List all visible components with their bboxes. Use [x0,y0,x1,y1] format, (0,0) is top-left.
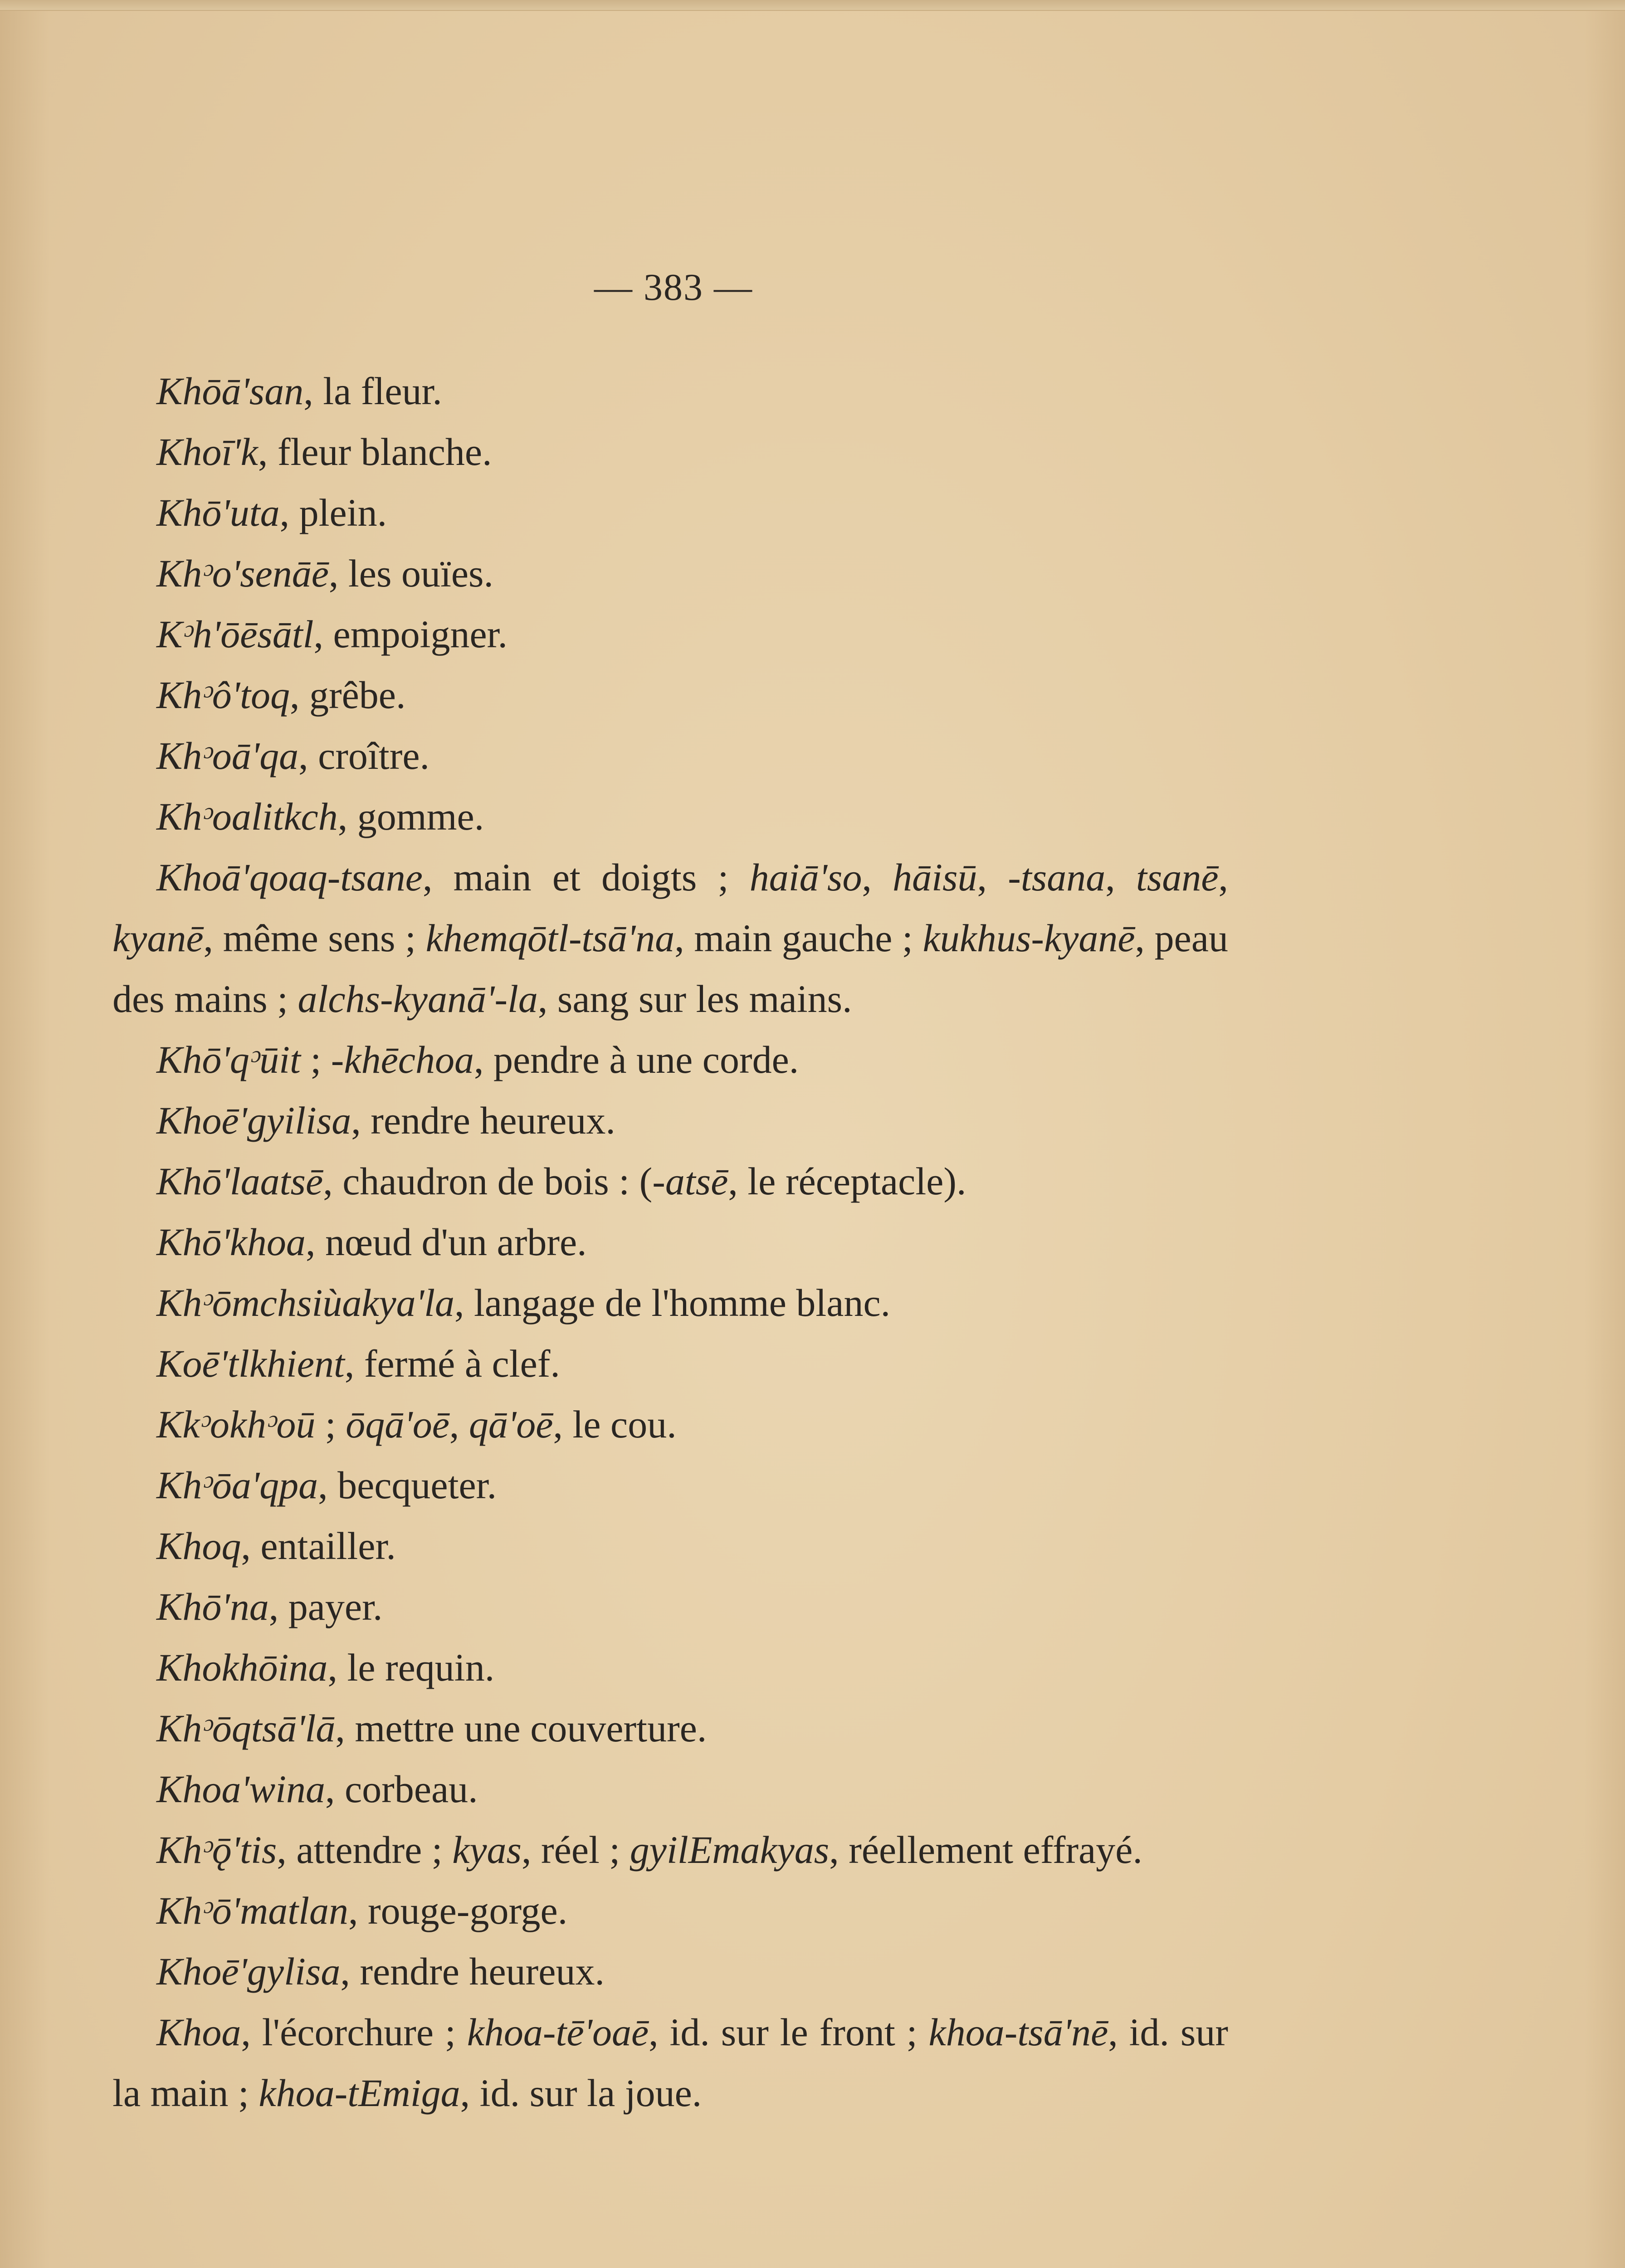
entry-term: khoa-tē'oaē [467,2010,649,2054]
entry-term: ōqā'oē [346,1403,449,1446]
entry-term: hāisū [893,855,977,899]
entry-gloss: , sang sur les mains. [537,977,852,1021]
entry-gloss: , attendre ; [277,1828,453,1872]
entry-term: Khoā'qoaq-tsane [156,855,423,899]
entry-gloss: , [1218,855,1229,899]
entry-term: gyilEmakyas [630,1828,830,1872]
entry-term: -atsē [652,1159,728,1203]
entry-term: khoa-tEmiga [259,2071,460,2115]
entry-headword: Khᵓoā'qa [156,734,299,777]
entry-definition: , les ouïes. [328,552,493,595]
entry-gloss: , id. sur la main ; [112,2010,1229,2115]
dictionary-entry [112,665,1228,725]
entry-gloss: , id. sur la joue. [460,2071,702,2115]
entry-definition: , empoigner. [313,612,508,656]
entry-definition: , le requin. [327,1646,495,1689]
entry-headword: Khᵓô'toq [156,673,290,717]
dictionary-entry [112,604,1228,665]
entry-headword: Koē'tlkhient [156,1342,345,1385]
dictionary-entry [112,1759,1228,1819]
dictionary-entry [112,1212,1228,1272]
entry-gloss: , l'écorchure ; [241,2010,467,2054]
entry-definition: , gomme. [337,795,484,838]
entry-gloss: , main et doigts ; [422,855,750,899]
entry-definition: , rouge-gorge. [348,1889,568,1932]
entry-gloss: , id. sur le front ; [649,2010,929,2054]
entry-gloss: , [977,855,1008,899]
dictionary-entry [112,1333,1228,1394]
dictionary-entry [112,543,1228,604]
entry-headword: Khō'na [156,1585,269,1628]
entry-headword: Khoē'gylisa [156,1950,341,1993]
entry-term: Khoa [156,2010,241,2054]
entry-gloss: ; [300,1038,331,1081]
entry-definition: , becqueter. [318,1463,497,1507]
dictionary-entry [112,1272,1228,1333]
entry-gloss: , main gauche ; [674,916,923,960]
entry-definition: , mettre une couverture. [335,1706,707,1750]
entry-term: Khᵓǭ'tis [156,1828,277,1872]
entry-headword: Khoī'k [156,430,258,474]
entry-headword: Khoq [156,1524,241,1568]
dictionary-entry [112,1576,1228,1637]
entry-term: alchs-kyanā'-la [298,977,538,1021]
entry-gloss: , réellement effrayé. [829,1828,1142,1872]
entry-headword: Khōā'san [156,369,304,413]
entry-definition: , croître. [298,734,429,777]
entry-definition: , corbeau. [325,1767,478,1811]
entry-definition: , fleur blanche. [258,430,492,474]
entry-definition: , grêbe. [290,673,406,717]
entry-definition: , la fleur. [303,369,442,413]
entry-headword: Khō'uta [156,491,280,534]
entry-gloss: , chaudron de bois : ( [323,1159,653,1203]
page-number: — 383 — [594,266,753,308]
entry-gloss: , pendre à une corde. [473,1038,799,1081]
entry-term: Khō'laatsē [156,1159,323,1203]
entry-term: tsanē [1136,855,1219,899]
entry-term: haiā'so [749,855,862,899]
entry-definition: , rendre heureux. [351,1099,615,1142]
dictionary-entries [112,361,1228,2123]
dictionary-entry [112,1394,1228,1455]
dictionary-entry [112,1029,1228,1090]
entry-headword: Khō'khoa [156,1220,306,1264]
entry-term: kyanē [112,916,204,960]
entry-term: -khēchoa [331,1038,474,1081]
entry-headword: Khᵓōqtsā'lā [156,1706,336,1750]
dictionary-entry [112,1941,1228,2002]
entry-gloss: , réel ; [522,1828,630,1872]
entry-gloss: , [1105,855,1136,899]
dictionary-entry [112,1151,1228,1212]
entry-gloss: , peau des mains ; [112,916,1229,1021]
entry-definition: , payer. [268,1585,383,1628]
entry-headword: Khᵓoalitkch [156,795,338,838]
entry-definition: , langage de l'homme blanc. [454,1281,891,1325]
dictionary-entry [112,1515,1228,1576]
entry-gloss: , même sens ; [203,916,426,960]
entry-definition: , plein. [279,491,387,534]
dictionary-entry [112,2002,1228,2123]
entry-headword: Kᵓh'ōēsātl [156,612,314,656]
entry-term: khemqōtl-tsā'na [425,916,675,960]
entry-headword: Khoē'gyilisa [156,1099,351,1142]
entry-gloss: , le cou. [553,1403,677,1446]
entry-headword: Khokhōina [156,1646,328,1689]
dictionary-entry [112,1698,1228,1759]
entry-headword: Khoa'wina [156,1767,326,1811]
dictionary-entry [112,1090,1228,1151]
dictionary-entry [112,725,1228,786]
dictionary-entry [112,1819,1228,1880]
entry-term: Kkᵓokhᵓoū [156,1403,316,1446]
dictionary-entry [112,1455,1228,1515]
entry-gloss: , [449,1403,469,1446]
entry-headword: Khᵓōmchsiùakya'la [156,1281,454,1325]
dictionary-entry [112,847,1228,1029]
entry-term: kukhus-kyanē [922,916,1135,960]
dictionary-entry [112,361,1228,421]
entry-term: qā'oē [468,1403,553,1446]
dictionary-entry [112,1880,1228,1941]
entry-gloss: , le réceptacle). [728,1159,966,1203]
page-top-edge [0,0,1625,11]
entry-term: -tsana [1008,855,1106,899]
dictionary-entry [112,421,1228,482]
entry-gloss: , [862,855,893,899]
entry-term: kyas [452,1828,522,1872]
entry-term: khoa-tsā'nē [928,2010,1108,2054]
entry-headword: Khᵓo'senāē [156,552,329,595]
entry-headword: Khᵓō'matlan [156,1889,348,1932]
dictionary-entry [112,482,1228,543]
dictionary-entry [112,786,1228,847]
entry-definition: , fermé à clef. [344,1342,560,1385]
entry-gloss: ; [315,1403,346,1446]
entry-headword: Khᵓōa'qpa [156,1463,318,1507]
entry-definition: , nœud d'un arbre. [305,1220,587,1264]
entry-definition: , rendre heureux. [340,1950,605,1993]
entry-definition: , entailler. [241,1524,396,1568]
entry-term: Khō'qᵓūit [156,1038,301,1081]
dictionary-entry [112,1637,1228,1698]
